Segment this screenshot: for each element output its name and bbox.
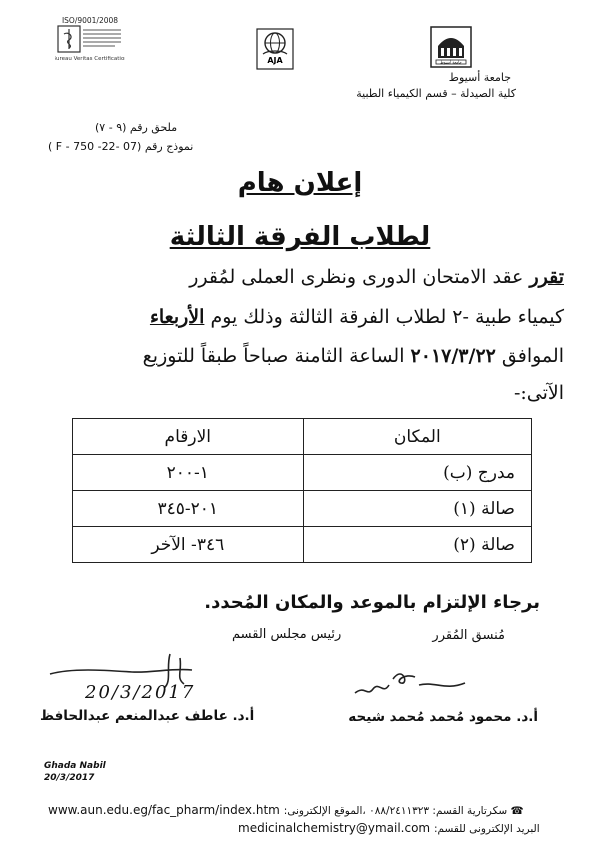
announcement-line-2-text: كيمياء طبية -٢ لطلاب الفرقة الثالثة وذلك يوم — [204, 306, 564, 328]
announcement-line-1 — [34, 266, 564, 288]
email-label: البريد الإلكترونى للقسم: — [433, 823, 540, 835]
table-cell-numbers: ٢٠١-٣٤٥ — [73, 491, 304, 527]
announcement-line-3-lead: الموافق — [495, 345, 564, 367]
table-cell-numbers: ٣٤٦- الآخر — [73, 527, 304, 563]
main-title: إعلان هام — [237, 168, 363, 198]
coordinator-signature — [345, 655, 475, 705]
distribution-table — [72, 418, 532, 563]
announcement-line-3 — [34, 345, 564, 367]
table-cell-place: صالة (١) — [303, 491, 531, 527]
exam-day: الأربعاء — [149, 306, 205, 328]
coordinator-title: مُنسق المُقرر — [432, 628, 505, 643]
phone-label: ☎ سكرتارية القسم: ٠٨٨/٢٤١١٣٢٣ ،الموقع الإلكترونى: — [283, 805, 524, 817]
exam-date: ٢٠١٧/٣/٢٢ — [410, 345, 496, 367]
iso-logo-text: ISO/9001/2008 — [61, 16, 119, 25]
footer-email-line — [238, 821, 540, 835]
announcement-line-1-text: عقد الامتحان الدورى ونظرى العملى لمُقرر — [189, 266, 530, 288]
department-head-title: رئيس مجلس القسم — [232, 627, 342, 642]
university-name: جامعة أسيوط — [448, 71, 511, 84]
table-header-row — [73, 419, 532, 455]
announcement-line-3-text: الساعة الثامنة صباحاً طبقاً للتوزيع — [142, 345, 411, 367]
table-cell-place: صالة (٢) — [303, 527, 531, 563]
column-header-numbers: الارقام — [73, 419, 304, 455]
coordinator-name: أ.د. محمود مُحمد مُحمد شيحه — [348, 709, 538, 725]
annex-label: ملحق رقم (٩ - ٧) — [95, 121, 178, 134]
iso-logo-caption: Bureau Veritas Certification — [55, 56, 125, 62]
announcement-line-2 — [34, 306, 564, 328]
table-cell-numbers: ١-٢٠٠ — [73, 455, 304, 491]
faculty-department: كلية الصيدلة – قسم الكيمياء الطبية — [356, 87, 516, 100]
prepared-by-date: 20/3/2017 — [44, 773, 95, 783]
aja-logo-text: AJA — [267, 56, 283, 65]
website-link[interactable]: www.aun.edu.eg/fac_pharm/index.htm — [48, 803, 280, 817]
prepared-by-name: Ghada Nabil — [44, 761, 106, 771]
iso-certification-logo — [55, 14, 125, 62]
announcement-lead: تقرر — [529, 266, 564, 288]
university-crest-icon — [430, 26, 472, 68]
department-head-name: أ.د. عاطف عبدالمنعم عبدالحافظ — [40, 708, 255, 724]
aja-logo — [256, 28, 294, 70]
university-logo-text: جامعة أسيوط — [440, 59, 462, 65]
closing-note: برجاء الإلتزام بالموعد والمكان المُحدد. — [204, 592, 540, 613]
table-cell-place: مدرج (ب) — [303, 455, 531, 491]
table-row — [73, 455, 532, 491]
email-link[interactable]: medicinalchemistry@ymail.com — [238, 821, 431, 835]
university-logo — [430, 26, 472, 68]
footer-contact-line — [48, 803, 524, 817]
table-row — [73, 491, 532, 527]
form-number: نموذج رقم (07 -22- F - 750 ) — [48, 140, 194, 153]
table-row — [73, 527, 532, 563]
handwritten-date: 20/3/2017 — [85, 682, 196, 703]
iso-seal-icon — [55, 14, 125, 62]
column-header-place: المكان — [303, 419, 531, 455]
globe-icon — [256, 28, 294, 70]
announcement-line-4: الآتى:- — [513, 382, 564, 404]
sub-title: لطلاب الفرقة الثالثة — [169, 222, 431, 252]
